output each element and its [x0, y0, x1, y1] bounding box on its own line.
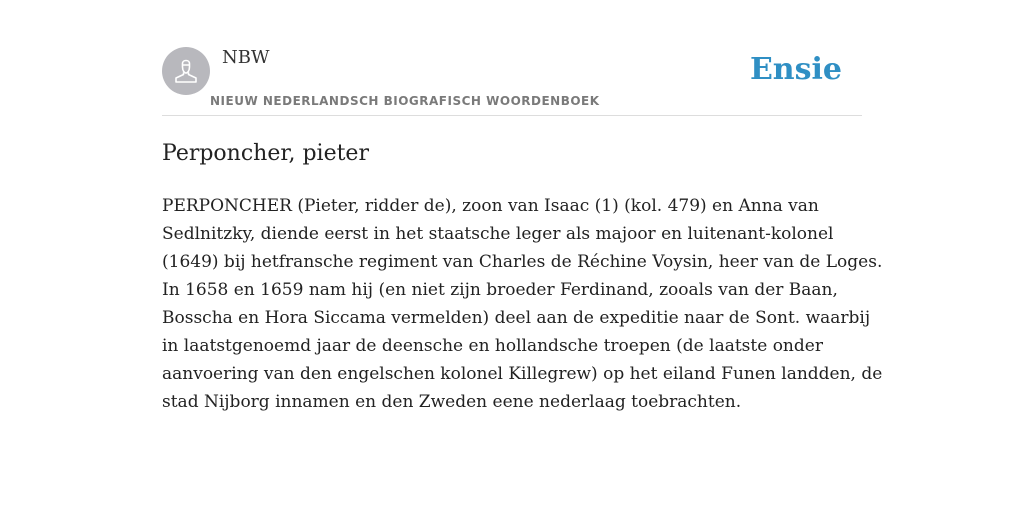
header-divider	[162, 115, 862, 116]
source-avatar[interactable]	[162, 47, 210, 95]
user-silhouette-icon	[162, 47, 210, 95]
article-body-line: Bosscha en Hora Siccama vermelden) deel aan de expeditie naar de Sont. waarbij	[162, 308, 871, 328]
article-body-line: Sedlnitzky, diende eerst in het staatsche leger als majoor en luitenant-kolonel	[162, 224, 834, 244]
article-body-line: (1649) bij hetfransche regiment van Charles de Réchine Voysin, heer van de Loges.	[162, 252, 883, 272]
source-subtitle: NIEUW NEDERLANDSCH BIOGRAFISCH WOORDENBOEK	[210, 94, 600, 108]
article-body	[162, 192, 883, 416]
ensie-logo[interactable]: Ensie	[749, 52, 842, 87]
article-body-line: PERPONCHER (Pieter, ridder de), zoon van Isaac (1) (kol. 479) en Anna van	[162, 196, 819, 216]
source-name[interactable]: NBW	[222, 47, 270, 68]
article-body-line: In 1658 en 1659 nam hij (en niet zijn broeder Ferdinand, zooals van der Baan,	[162, 280, 838, 300]
article-title: Perponcher, pieter	[162, 141, 369, 166]
article-body-line: in laatstgenoemd jaar de deensche en hollandsche troepen (de laatste onder	[162, 336, 823, 356]
article-body-line: stad Nijborg innamen en den Zweden eene nederlaag toebrachten.	[162, 392, 742, 412]
article-body-line: aanvoering van den engelschen kolonel Killegrew) op het eiland Funen landden, de	[162, 364, 883, 384]
